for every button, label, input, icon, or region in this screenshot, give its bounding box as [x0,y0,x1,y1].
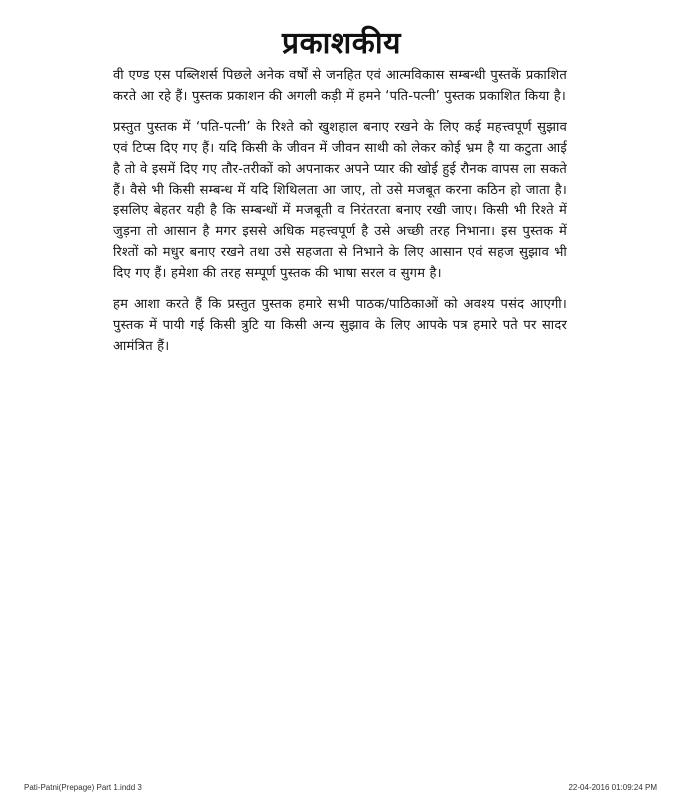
paragraph-1: वी एण्ड एस पब्लिशर्स पिछले अनेक वर्षों से जनहित एवं आत्मविकास सम्बन्धी पुस्तकें प्रकाशित करते आ रहे हैं। पुस्तक प्रकाशन की अगली कड़ी में हमने ‘पति-पत्नी’ पुस्तक प्रकाशित किया है। [113,68,567,104]
paragraph-3: हम आशा करते हैं कि प्रस्तुत पुस्तक हमारे सभी पाठक/पाठिकाओं को अवश्य पसंद आएगी। पुस्तक में पायी गई किसी त्रुटि या किसी अन्य सुझाव के लिए आपके पत्र हमारे पते पर सादर आमंत्रित हैं। [113,297,567,354]
footer-file-info: Pati-Patni(Prepage) Part 1.indd 3 [24,783,142,792]
page-title: प्रकाशकीय [282,26,401,62]
paragraph-2: प्रस्तुत पुस्तक में ‘पति-पत्नी’ के रिश्ते को खुशहाल बनाए रखने के लिए कई महत्त्वपूर्ण सुझाव एवं टिप्स दिए गए हैं। यदि किसी के जीवन में जीवन साथी को लेकर कोई भ्रम है या कटुता आई है तो वे इसमें दिए गए तौर-तरीकों को अपनाकर अपने प्यार की खोई हुई रौनक वापस ला सकते हैं। वैसे भी किसी सम्बन्ध में यदि शिथिलता आ जाए, तो उसे मजबूत करना कठिन हो जाता है। इसलिए बेहतर यही है कि सम्बन्धों में मजबूती व निरंतरता बनाए रखी जाए। किसी भी रिश्ते में जुड़ना तो आसान है मगर इससे अधिक महत्त्वपूर्ण है उसे अच्छी तरह निभाना। इस पुस्तक में रिश्तों को मधुर बनाए रखने तथा उसे सहजता से निभाने के लिए आसान एवं सहज सुझाव भी दिए गए हैं। हमेशा की तरह सम्पूर्ण पुस्तक की भाषा सरल व सुगम है। [113,119,567,282]
body-text [113,66,567,368]
footer-timestamp: 22-04-2016 01:09:24 PM [568,783,657,792]
